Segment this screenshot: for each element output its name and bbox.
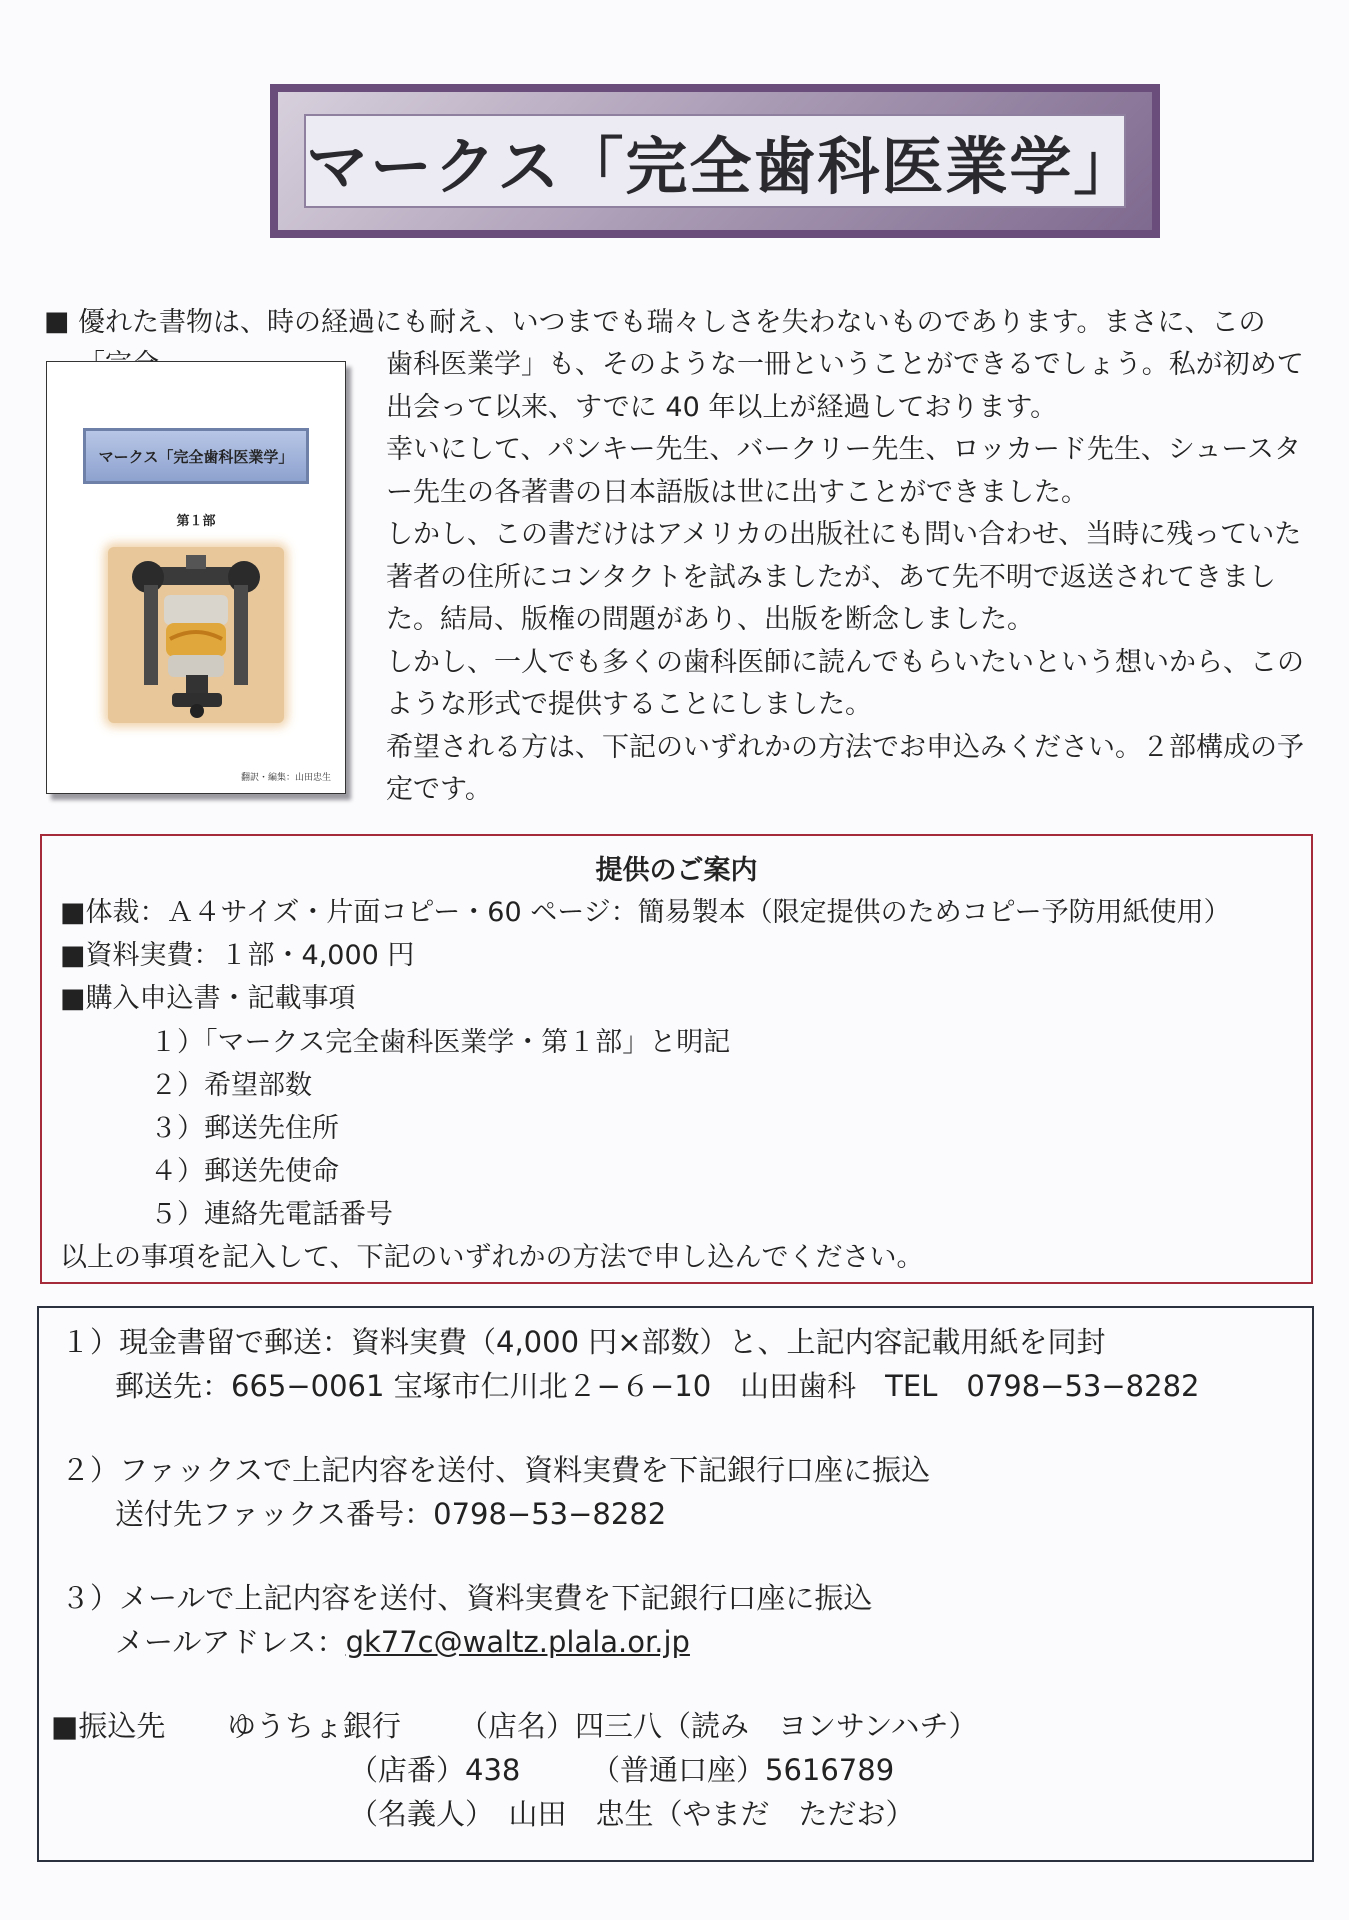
branch-name: （店名）四三八（読み ヨンサンハチ） — [459, 1709, 978, 1743]
method-3-title: ３）メールで上記内容を送付、資料実費を下記銀行口座に振込 — [61, 1581, 873, 1615]
offer-heading: 提供のご案内 — [595, 855, 758, 886]
method-3-detail — [115, 1620, 690, 1661]
title-banner — [270, 84, 1160, 238]
account-number: （普通口座）5616789 — [591, 1753, 895, 1787]
offer-info-box — [40, 834, 1313, 1284]
book-cover-image — [46, 361, 346, 794]
method-2-title: ２）ファックスで上記内容を送付、資料実費を下記銀行口座に振込 — [61, 1453, 931, 1487]
account-holder: （名義人） 山田 忠生（やまだ ただお） — [349, 1797, 915, 1831]
articulator-illustration — [108, 547, 284, 723]
title-inner — [304, 114, 1138, 208]
book-credit: 翻訳・編集：山田忠生 — [240, 773, 331, 783]
method-1-detail: 郵送先：665−0061 宝塚市仁川北２−６−10 山田歯科 TEL 0798−53−8282 — [115, 1369, 1200, 1403]
offer-item-2: ２）希望部数 — [150, 1070, 312, 1101]
book-title: マークス「完全歯科医業学」 — [98, 447, 294, 466]
intro-p2: 幸いにして、パンキー先生、バークリー先生、ロッカード先生、シュースター先生の各著書の日本語版は世に出すことができました。 — [386, 434, 1302, 508]
intro-body — [386, 344, 1304, 812]
intro-bullet: ■ — [44, 306, 70, 337]
application-methods-box — [37, 1306, 1314, 1862]
branch-number: （店番）438 — [349, 1753, 521, 1787]
offer-footer: 以上の事項を記入して、下記のいずれかの方法で申し込んでください。 — [60, 1242, 924, 1273]
articulator-photo — [108, 547, 284, 723]
offer-item-5: ５）連絡先電話番号 — [150, 1199, 393, 1230]
offer-application: ■購入申込書・記載事項 — [60, 983, 356, 1014]
book-part-label: 第１部 — [176, 514, 216, 529]
intro-line1: 優れた書物は、時の経過にも耐え、いつまでも瑞々しさを失わないものであります。まさに、この — [78, 307, 1266, 338]
title-bevel — [278, 92, 1152, 230]
intro-p4: しかし、一人でも多くの歯科医師に読んでもらいたいという想いから、このような形式で提供することにしました。 — [386, 646, 1304, 720]
offer-format: ■体裁：Ａ４サイズ・片面コピー・60 ページ：簡易製本（限定提供のためコピー予防用紙使用） — [60, 897, 1231, 928]
email-label: メールアドレス： — [115, 1625, 346, 1659]
book-title-box — [83, 428, 309, 484]
method-1-title: １）現金書留で郵送：資料実費（4,000 円×部数）と、上記内容記載用紙を同封 — [61, 1325, 1106, 1359]
offer-item-3: ３）郵送先住所 — [150, 1113, 339, 1144]
offer-item-4: ４）郵送先使命 — [150, 1156, 339, 1187]
bank-label: ■振込先 — [51, 1709, 166, 1743]
intro-p1: 歯科医業学」も、そのような一冊ということができるでしょう。私が初めて出会って以来、すでに 40 年以上が経過しております。 — [386, 349, 1304, 423]
intro-p3: しかし、この書だけはアメリカの出版社にも問い合わせ、当時に残っていた著者の住所にコンタクトを試みましたが、あて先不明で返送されてきました。結局、版権の問題があり、出版を断念しました。 — [386, 519, 1302, 635]
offer-cost: ■資料実費：１部・4,000 円 — [60, 940, 415, 971]
page-title: マークス「完全歯科医業学」 — [306, 129, 1138, 203]
email-link[interactable]: gk77c@waltz.plala.or.jp — [345, 1625, 690, 1659]
intro-p5: 希望される方は、下記のいずれかの方法でお申込みください。２部構成の予定です。 — [386, 731, 1304, 805]
offer-item-1: １）「マークス完全歯科医業学・第１部」と明記 — [150, 1027, 731, 1058]
method-2-detail: 送付先ファックス番号：0798−53−8282 — [115, 1497, 667, 1531]
bank-name: ゆうちょ銀行 — [227, 1709, 402, 1743]
